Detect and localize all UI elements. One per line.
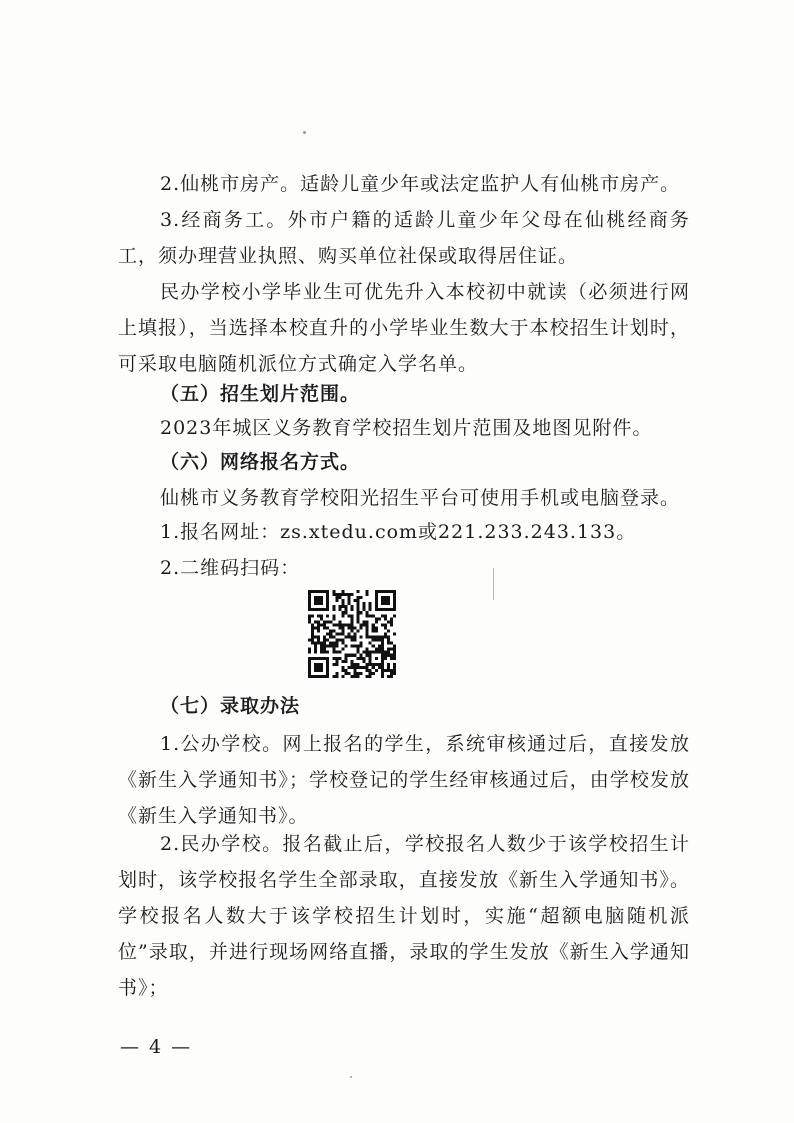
paragraph-zoning: 2023年城区义务教育学校招生划片范围及地图见附件。 (160, 417, 653, 439)
heading-zoning: （五）招生划片范围。 (160, 383, 361, 405)
paragraph-registration-url: 1.报名网址：zs.xtedu.com或221.233.243.133。 (160, 521, 637, 543)
paragraph-business: 3.经商务工。外市户籍的适龄儿童少年父母在仙桃经商务工，须办理营业执照、购买单位社保或取得居住证。 (118, 209, 690, 267)
qr-code-icon (308, 590, 396, 678)
paragraph-qr-scan: 2.二维码扫码： (160, 557, 301, 579)
heading-online-registration: （六）网络报名方式。 (160, 451, 361, 473)
paragraph-platform: 仙桃市义务教育学校阳光招生平台可使用手机或电脑登录。 (160, 487, 681, 509)
paragraph-private-school: 2.民办学校。报名截止后，学校报名人数少于该学校招生计划时，该学校报名学生全部录取，直接发放《新生入学通知书》。学校报名人数大于该学校招生计划时，实施“超额电脑随机派位”录取，并进行现场网络直播，录取的学生发放《新生入学通知书》； (118, 833, 690, 999)
paragraph-private-primary: 民办学校小学毕业生可优先升入本校初中就读（必须进行网上填报），当选择本校直升的小学毕业生数大于本校招生计划时，可采取电脑随机派位方式确定入学名单。 (118, 281, 690, 375)
scan-artifact-line (493, 568, 494, 600)
page-number: — 4 — (120, 1036, 193, 1058)
scan-speck (303, 131, 306, 134)
heading-admission: （七）录取办法 (160, 695, 301, 717)
scan-speck (350, 1076, 352, 1078)
paragraph-property: 2.仙桃市房产。适龄儿童少年或法定监护人有仙桃市房产。 (160, 173, 681, 195)
paragraph-public-school: 1.公办学校。网上报名的学生，系统审核通过后，直接发放《新生入学通知书》；学校登记的学生经审核通过后，由学校发放《新生入学通知书》。 (118, 733, 690, 827)
